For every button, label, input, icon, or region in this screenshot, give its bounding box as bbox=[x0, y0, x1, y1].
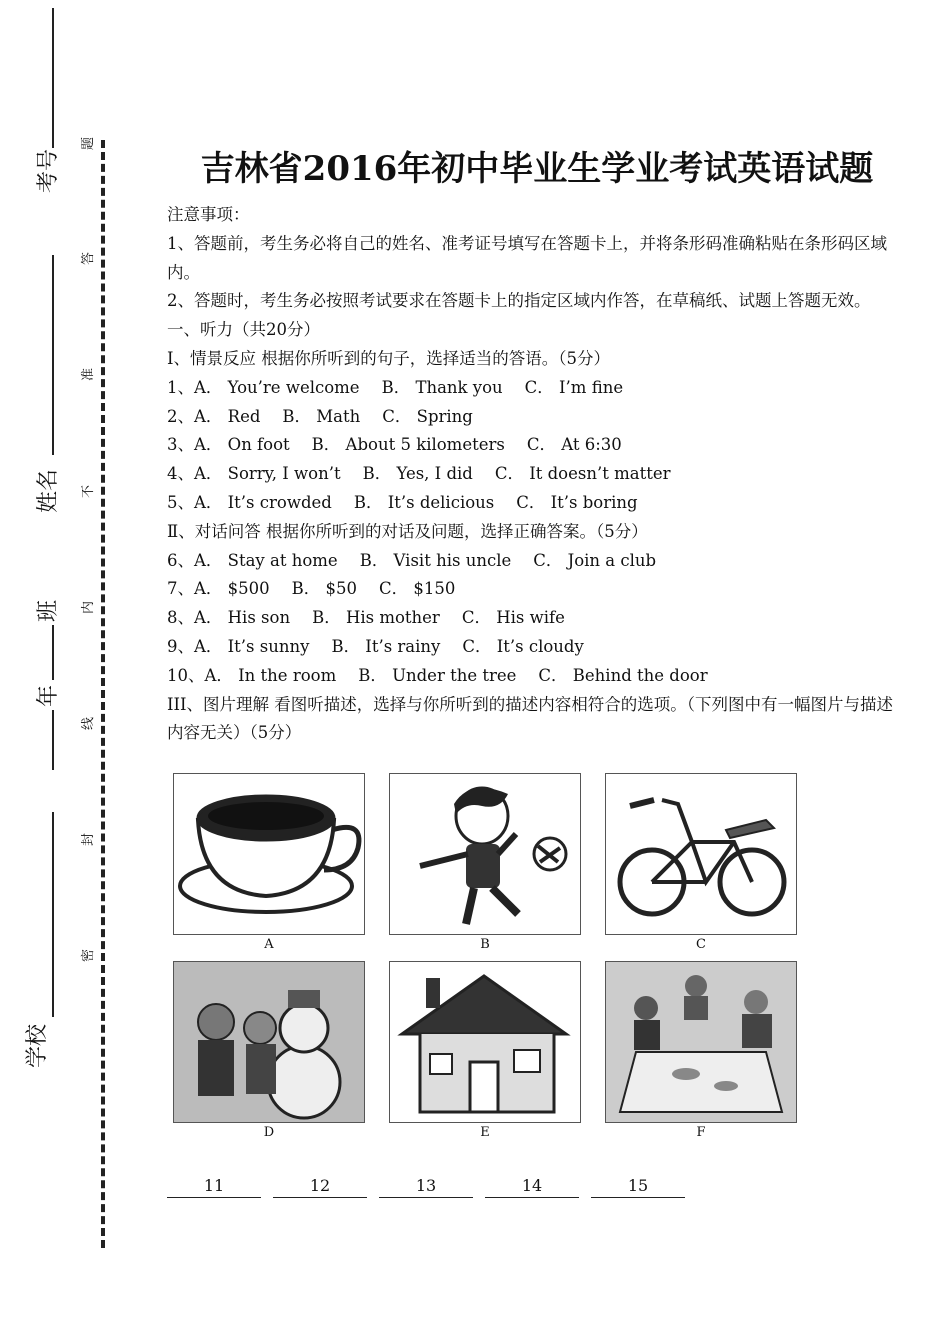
answer-option[interactable]: A． Sorry, I won’t bbox=[194, 464, 341, 484]
answer-option[interactable]: A． You’re welcome bbox=[194, 377, 360, 397]
question-number: 4、 bbox=[167, 464, 194, 484]
answer-option[interactable]: B． About 5 kilometers bbox=[311, 435, 505, 455]
answer-option[interactable]: A． On foot bbox=[194, 435, 290, 455]
answer-option[interactable]: C． Behind the door bbox=[538, 665, 708, 685]
answer-option[interactable]: B． Math bbox=[282, 406, 361, 426]
question-row bbox=[167, 460, 907, 489]
answer-blank-15[interactable]: 15 bbox=[591, 1175, 685, 1198]
answer-option[interactable]: C． It’s cloudy bbox=[462, 636, 584, 656]
answer-option[interactable]: C． It doesn’t matter bbox=[494, 464, 671, 484]
school-label: 学校 bbox=[25, 1023, 51, 1069]
answer-option[interactable]: A． $500 bbox=[194, 579, 270, 599]
answer-option[interactable]: C． I’m fine bbox=[524, 377, 624, 397]
answer-option[interactable]: B． $50 bbox=[291, 579, 358, 599]
notice-2: 2、答题时，考生务必按照考试要求在答题卡上的指定区域内作答，在草稿纸、试题上答题无效。 bbox=[167, 291, 871, 311]
bicycle-icon bbox=[606, 774, 796, 934]
house-icon bbox=[390, 962, 580, 1122]
answer-option[interactable]: C． $150 bbox=[379, 579, 456, 599]
answer-option[interactable]: A． In the room bbox=[204, 665, 337, 685]
question-row bbox=[167, 489, 907, 518]
question-number: 10、 bbox=[167, 665, 205, 685]
question-row bbox=[167, 604, 907, 633]
answer-option[interactable]: C． His wife bbox=[461, 608, 565, 628]
page-title: 吉林省2016年初中毕业生学业考试英语试题 bbox=[200, 149, 874, 189]
question-number: 2、 bbox=[167, 406, 194, 426]
part1-heading: Ⅰ、情景反应 根据你所听到的句子，选择适当的答语。（5分） bbox=[167, 348, 611, 368]
margin-line-2 bbox=[52, 255, 54, 455]
margin-line-3 bbox=[52, 625, 54, 680]
picture-label: B bbox=[480, 937, 490, 952]
picture-b bbox=[389, 773, 581, 955]
boy-kicking-ball-icon bbox=[390, 774, 580, 934]
picture-label: A bbox=[264, 937, 274, 952]
answer-option[interactable]: C． Join a club bbox=[533, 550, 657, 570]
answer-option[interactable]: B． It’s delicious bbox=[353, 492, 495, 512]
answer-option[interactable]: C． Spring bbox=[382, 406, 473, 426]
answer-option[interactable]: B． Thank you bbox=[381, 377, 503, 397]
picnic-icon bbox=[606, 962, 796, 1122]
answer-option[interactable]: A． Red bbox=[194, 406, 261, 426]
answer-option[interactable]: A． It’s sunny bbox=[194, 636, 310, 656]
picture-label: D bbox=[263, 1125, 275, 1140]
part3-heading: III、图片理解 看图听描述，选择与你所听到的描述内容相符合的选项。（下列图中有一幅图片与描述内容无关）（5分） bbox=[167, 694, 894, 743]
exam-content bbox=[167, 145, 907, 748]
seal-char-8: 密 bbox=[81, 948, 97, 963]
question-number: 1、 bbox=[167, 377, 194, 397]
exam-number-label: 考号 bbox=[36, 148, 62, 194]
picture-a bbox=[173, 773, 365, 955]
part2-heading: Ⅱ、对话问答 根据你所听到的对话及问题，选择正确答案。（5分） bbox=[167, 521, 648, 541]
seal-char-6: 线 bbox=[81, 716, 97, 731]
answer-option[interactable]: C． At 6:30 bbox=[526, 435, 622, 455]
picture-grid bbox=[173, 773, 803, 1149]
seal-char-1: 题 bbox=[81, 136, 97, 151]
margin-line-5 bbox=[52, 812, 54, 1017]
picture-label: F bbox=[696, 1125, 706, 1140]
margin-line-4 bbox=[52, 710, 54, 770]
part2-questions bbox=[167, 547, 907, 691]
notice-heading: 注意事项： bbox=[167, 205, 250, 224]
notice-1: 1、答题前，考生务必将自己的姓名、准考证号填写在答题卡上，并将条形码准确粘贴在条形码区域内。 bbox=[167, 233, 887, 282]
class-label: 班 bbox=[36, 599, 62, 623]
answer-blank-13[interactable]: 13 bbox=[379, 1175, 473, 1198]
question-number: 5、 bbox=[167, 492, 194, 512]
part1-questions bbox=[167, 374, 907, 518]
answer-blank-14[interactable]: 14 bbox=[485, 1175, 579, 1198]
question-number: 9、 bbox=[167, 636, 194, 656]
margin-line-top bbox=[52, 8, 54, 148]
question-row bbox=[167, 633, 907, 662]
question-row bbox=[167, 374, 907, 403]
answer-blank-11[interactable]: 11 bbox=[167, 1175, 261, 1198]
seal-char-7: 封 bbox=[81, 832, 97, 847]
question-row bbox=[167, 662, 907, 691]
question-number: 8、 bbox=[167, 608, 194, 628]
answer-option[interactable]: B． His mother bbox=[312, 608, 440, 628]
answer-option[interactable]: B． It’s rainy bbox=[331, 636, 441, 656]
answer-option[interactable]: B． Yes, I did bbox=[362, 464, 473, 484]
grade-label: 年 bbox=[36, 684, 62, 708]
picture-c bbox=[605, 773, 797, 955]
question-row bbox=[167, 575, 907, 604]
seal-char-5: 内 bbox=[81, 600, 97, 615]
picture-d bbox=[173, 961, 365, 1143]
coffee-cup-icon bbox=[174, 774, 364, 934]
question-number: 7、 bbox=[167, 579, 194, 599]
answer-blanks bbox=[167, 1175, 697, 1198]
name-label: 姓名 bbox=[36, 468, 62, 514]
seal-char-3: 准 bbox=[81, 367, 97, 382]
question-row bbox=[167, 431, 907, 460]
answer-option[interactable]: B． Visit his uncle bbox=[359, 550, 512, 570]
answer-option[interactable]: A． His son bbox=[194, 608, 291, 628]
answer-blank-12[interactable]: 12 bbox=[273, 1175, 367, 1198]
question-number: 6、 bbox=[167, 550, 194, 570]
answer-option[interactable]: A． It’s crowded bbox=[194, 492, 332, 512]
question-row bbox=[167, 547, 907, 576]
answer-option[interactable]: A． Stay at home bbox=[194, 550, 338, 570]
picture-f bbox=[605, 961, 797, 1143]
answer-option[interactable]: C． It’s boring bbox=[516, 492, 638, 512]
picture-label: E bbox=[480, 1125, 490, 1140]
seal-char-2: 答 bbox=[81, 251, 97, 266]
answer-option[interactable]: B． Under the tree bbox=[358, 665, 517, 685]
question-row bbox=[167, 403, 907, 432]
section-heading: 一、听力（共20分） bbox=[167, 320, 320, 340]
kids-snowman-icon bbox=[174, 962, 364, 1122]
picture-label: C bbox=[696, 937, 706, 952]
seal-char-4: 不 bbox=[81, 484, 97, 499]
question-number: 3、 bbox=[167, 435, 194, 455]
picture-e bbox=[389, 961, 581, 1143]
seal-dashed-line bbox=[101, 140, 105, 1248]
